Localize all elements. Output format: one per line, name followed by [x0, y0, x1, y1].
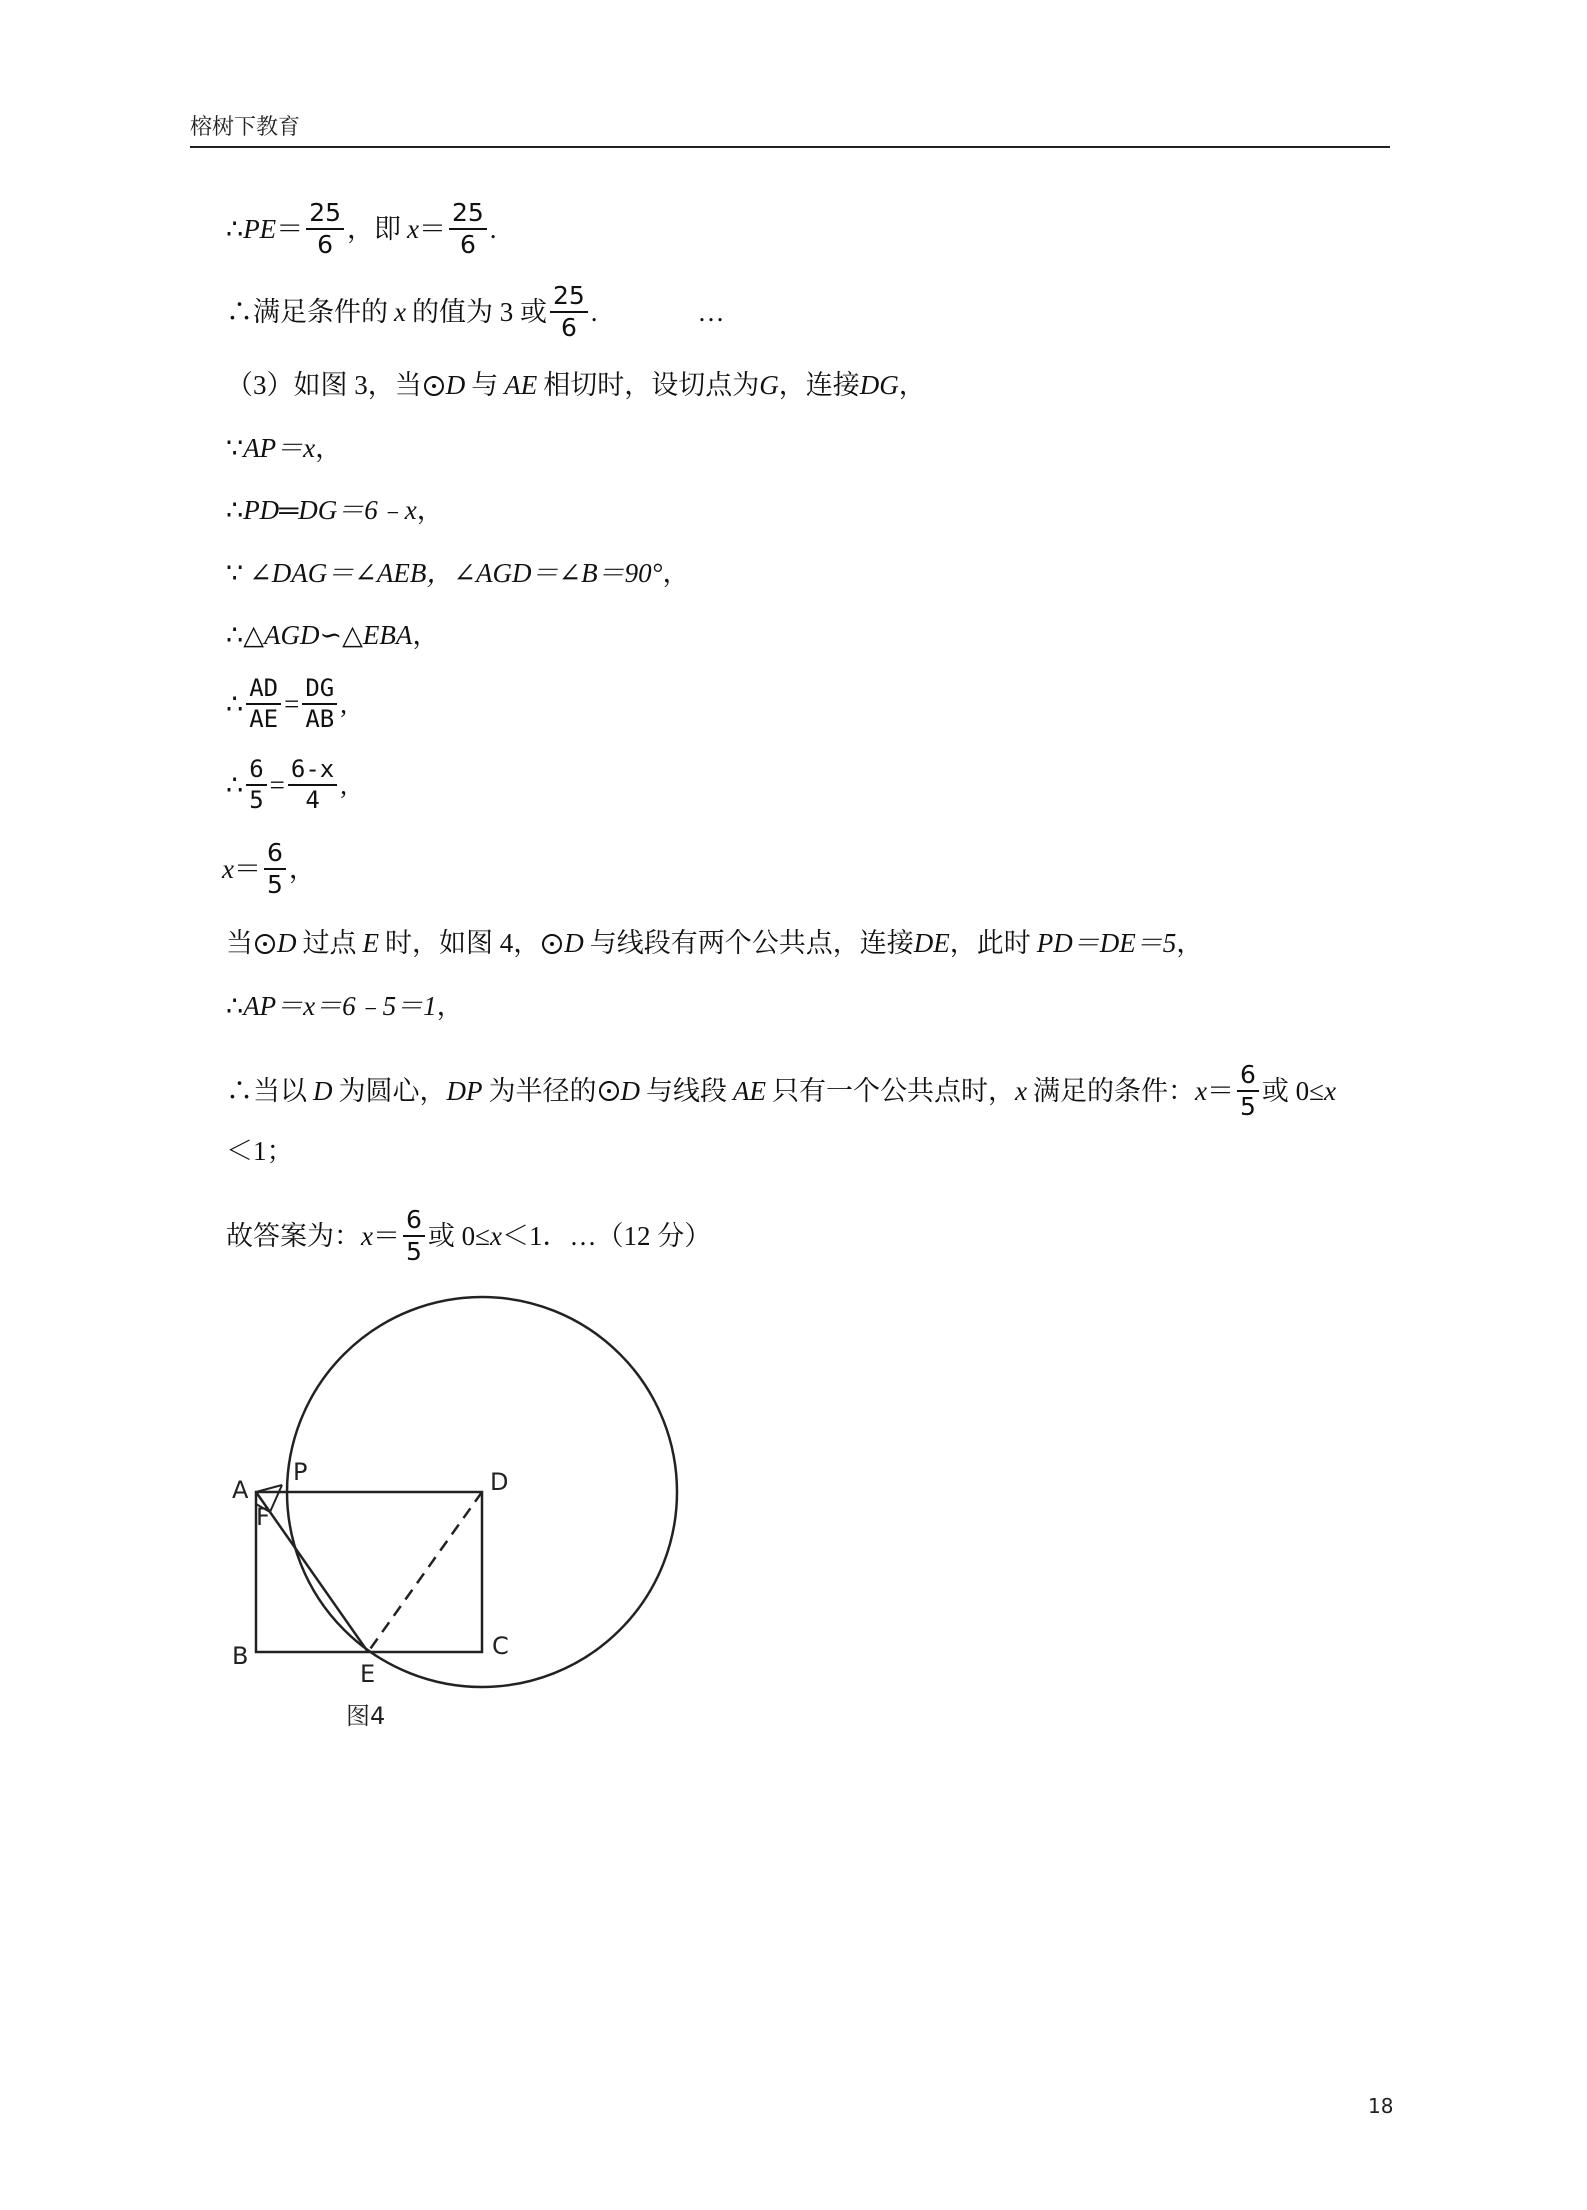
equals: ＝: [233, 853, 261, 884]
label-c: C: [492, 1632, 509, 1660]
period: .: [590, 296, 598, 327]
numerator: 6-x: [288, 757, 337, 786]
expression: ∠DAG＝∠AEB，∠AGD＝∠B＝90°: [249, 558, 663, 588]
fraction: [246, 757, 266, 813]
segment-ae: [256, 1492, 368, 1652]
comma: ，: [412, 620, 440, 650]
var-d: D: [564, 928, 584, 958]
var-x: x: [1323, 1075, 1336, 1106]
header-brand: 榕树下教育: [190, 115, 301, 140]
text: 与线段有两个公共点，连接: [589, 928, 914, 958]
fraction: [550, 283, 588, 342]
period: .: [489, 213, 497, 244]
therefore-symbol: ∴: [226, 495, 244, 525]
text: 时，如图 4，: [385, 928, 541, 958]
segment-de-dashed: [368, 1492, 482, 1652]
var-dp: DP: [446, 1075, 483, 1106]
circle-dot-icon: [255, 934, 275, 954]
denominator: AE: [249, 705, 279, 734]
numerator: 6: [246, 757, 266, 786]
therefore-symbol: ∴: [226, 213, 244, 244]
text: ，即: [347, 213, 401, 244]
circle-dot-icon: [424, 376, 444, 396]
label-b: B: [232, 1642, 249, 1670]
var-x: x: [1194, 1075, 1207, 1106]
text: 相切时，设切点为: [543, 370, 760, 400]
denominator: 6: [317, 230, 334, 260]
numerator: AD: [246, 676, 281, 705]
comma: ,: [340, 688, 347, 719]
numerator: 25: [306, 200, 344, 230]
equals: ＝: [1206, 1075, 1234, 1106]
text: 与: [471, 370, 499, 400]
therefore-symbol: ∴: [226, 991, 244, 1021]
var-de: DE: [913, 928, 950, 958]
var-dg: DG: [859, 370, 899, 400]
numerator: 25: [449, 200, 487, 230]
text: ∴当以: [226, 1075, 307, 1106]
denominator: 5: [1239, 1092, 1256, 1122]
circle-dot-icon: [542, 934, 562, 954]
text: 与线段: [646, 1075, 727, 1106]
fraction: [306, 200, 344, 259]
line-14: [226, 1138, 294, 1165]
var-e: E: [362, 928, 379, 958]
equals: ＝: [372, 1220, 400, 1251]
comma: ，: [662, 558, 690, 588]
fraction: [449, 200, 487, 259]
var-d: D: [313, 1075, 333, 1106]
text: ＜1；: [226, 1136, 294, 1166]
therefore-symbol: ∴: [226, 620, 244, 650]
page-number: 18: [1368, 2094, 1394, 2118]
text: 故答案为：: [226, 1220, 361, 1251]
line-1: [226, 200, 497, 259]
equals: ＝: [276, 213, 304, 244]
label-f: F: [256, 1503, 270, 1531]
denominator: 5: [405, 1237, 422, 1267]
text: 为圆心，: [338, 1075, 447, 1106]
expression: PD═DG＝6﹣x: [243, 495, 417, 525]
text: 或 0≤: [1261, 1075, 1324, 1106]
fraction: [288, 757, 337, 813]
header-divider: [190, 146, 1390, 148]
geometry-figure-4: [220, 1280, 700, 1760]
text: （3）如图 3，当: [226, 370, 422, 400]
numerator: 25: [550, 283, 588, 313]
therefore-symbol: ∴: [226, 688, 244, 719]
var-x: x: [394, 296, 406, 327]
var-x: x: [489, 1220, 502, 1251]
segment-pf: [270, 1485, 282, 1512]
expression: AP＝x＝6﹣5＝1: [243, 991, 437, 1021]
because-symbol: ∵: [226, 558, 244, 588]
line-6: [226, 560, 689, 587]
fraction: [246, 676, 281, 732]
text: ，连接: [778, 370, 860, 400]
comma: ，: [1176, 928, 1204, 958]
text: 当: [226, 928, 253, 958]
numerator: 6: [264, 840, 286, 870]
numerator: 6: [403, 1207, 425, 1237]
numerator: 6: [1237, 1062, 1259, 1092]
line-10: [222, 840, 316, 899]
line-4: [226, 435, 342, 462]
comma: ，: [436, 991, 464, 1021]
text: 或 0≤: [427, 1220, 490, 1251]
expression: AP＝x: [243, 433, 316, 463]
line-8: [226, 676, 347, 732]
line-7: [226, 622, 439, 649]
line-15: [226, 1207, 711, 1266]
var-ae: AE: [504, 370, 538, 400]
line-11: [226, 930, 1203, 957]
label-d: D: [490, 1468, 509, 1496]
var-d: D: [277, 928, 297, 958]
therefore-symbol: ∴: [226, 769, 244, 800]
var-x: x: [1015, 1075, 1027, 1106]
line-3: [226, 372, 926, 399]
denominator: 6: [459, 230, 476, 260]
var-g: G: [759, 370, 779, 400]
text: 的值为 3 或: [411, 296, 547, 327]
line-13: [226, 1062, 1336, 1121]
text: 过点: [302, 928, 357, 958]
var-pe: PE: [243, 213, 277, 244]
comma: ，: [416, 495, 444, 525]
denominator: 5: [249, 786, 264, 815]
label-a: A: [232, 1476, 249, 1504]
line-12: [226, 993, 464, 1020]
line-2: [226, 283, 725, 342]
fraction: [1237, 1062, 1259, 1121]
text: ，此时: [949, 928, 1031, 958]
circle-dot-icon: [599, 1081, 619, 1101]
fraction: [403, 1207, 425, 1266]
denominator: 4: [305, 786, 320, 815]
text: 只有一个公共点时，: [772, 1075, 1015, 1106]
denominator: 6: [560, 313, 577, 343]
fraction: [302, 676, 337, 732]
line-5: [226, 497, 444, 524]
comma: ，: [288, 853, 316, 884]
because-symbol: ∵: [226, 433, 244, 463]
comma: ，: [315, 433, 343, 463]
expression: PD＝DE＝5: [1036, 928, 1177, 958]
line-9: [226, 757, 347, 813]
var-d: D: [445, 370, 466, 400]
var-x: x: [361, 1220, 373, 1251]
fraction: [264, 840, 286, 899]
var-ae: AE: [733, 1075, 766, 1106]
label-p: P: [293, 1458, 308, 1486]
var-x: x: [222, 853, 234, 884]
figure-caption: 图4: [346, 1702, 386, 1730]
denominator: 5: [266, 870, 283, 900]
text: 满足的条件：: [1032, 1075, 1195, 1106]
comma: ,: [340, 769, 347, 800]
var-x: x: [407, 213, 419, 244]
rectangle-abcd: [256, 1492, 482, 1652]
text: ＜1．…（12 分）: [501, 1220, 712, 1251]
text: 为半径的: [488, 1075, 597, 1106]
expression: △AGD∽△EBA: [243, 620, 413, 650]
ellipsis: …: [697, 296, 725, 327]
equals: =: [284, 688, 300, 719]
numerator: DG: [302, 676, 337, 705]
equals: =: [269, 769, 285, 800]
var-d: D: [620, 1075, 640, 1106]
label-e: E: [360, 1660, 376, 1688]
equals: ＝: [418, 213, 446, 244]
text: ∴满足条件的: [226, 296, 388, 327]
comma: ，: [898, 370, 926, 400]
denominator: AB: [305, 705, 335, 734]
